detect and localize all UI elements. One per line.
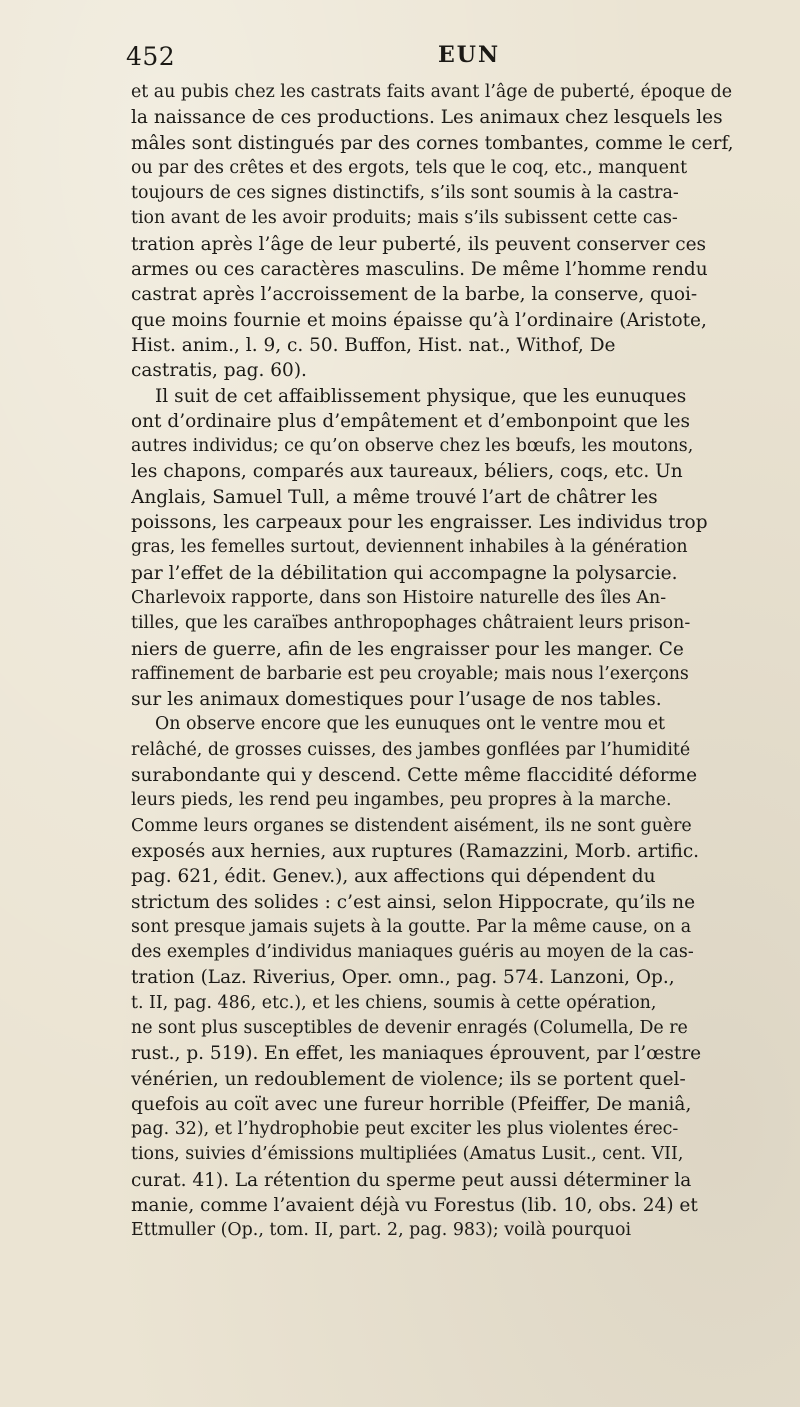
- text-line: Anglais, Samuel Tull, a même trouvé l’art de châtrer les: [131, 486, 658, 508]
- text-line: exposés aux hernies, aux ruptures (Ramazzini, Morb. artific.: [131, 840, 700, 862]
- text-line: par l’effet de la débilitation qui accompagne la polysarcie.: [131, 562, 678, 584]
- text-line: sont presque jamais sujets à la goutte. Par la même cause, on a: [131, 916, 692, 937]
- text-line: tration (Laz. Riverius, Oper. omn., pag. 574. Lanzoni, Op.,: [131, 967, 675, 989]
- paragraph-start: Il suit de cet affaiblissement physique, que les eunuques: [155, 385, 687, 407]
- text-line: gras, les femelles surtout, deviennent inhabiles à la génération: [131, 537, 688, 558]
- text-line: autres individus; ce qu’on observe chez les bœufs, les moutons,: [131, 436, 694, 457]
- text-line: ou par des crêtes et des ergots, tels que le coq, etc., manquent: [131, 157, 688, 178]
- text-line: tilles, que les caraïbes anthropophages châtraient leurs prison-: [131, 613, 691, 634]
- text-line: la naissance de ces productions. Les animaux chez lesquels les: [131, 107, 723, 129]
- text-line: vénérien, un redoublement de violence; ils se portent quel-: [131, 1068, 686, 1090]
- body-text: [131, 80, 771, 1244]
- text-line: que moins fournie et moins épaisse qu’à l’ordinaire (Aristote,: [131, 309, 707, 331]
- text-line: les chapons, comparés aux taureaux, béliers, coqs, etc. Un: [131, 461, 683, 483]
- paragraph-start: On observe encore que les eunuques ont le ventre mou et: [155, 714, 666, 735]
- text-line: mâles sont distingués par des cornes tombantes, comme le cerf,: [131, 132, 734, 154]
- text-line: sur les animaux domestiques pour l’usage de nos tables.: [131, 689, 662, 711]
- text-line: leurs pieds, les rend peu ingambes, peu propres à la marche.: [131, 790, 672, 811]
- text-line: ont d’ordinaire plus d’empâtement et d’embonpoint que les: [131, 410, 691, 432]
- text-line: niers de guerre, afin de les engraisser pour les manger. Ce: [131, 638, 684, 660]
- text-line: Ettmuller (Op., tom. II, part. 2, pag. 983); voilà pourquoi: [131, 1220, 632, 1241]
- text-line: t. II, pag. 486, etc.), et les chiens, soumis à cette opération,: [131, 992, 657, 1013]
- text-line: armes ou ces caractères masculins. De même l’homme rendu: [131, 259, 708, 281]
- text-line: des exemples d’individus maniaques guéris au moyen de la cas-: [131, 942, 694, 963]
- text-line: et au pubis chez les castrats faits avant l’âge de puberté, époque de: [131, 82, 733, 102]
- text-line: manie, comme l’avaient déjà vu Forestus (lib. 10, obs. 24) et: [131, 1195, 698, 1217]
- running-head: EUN: [438, 42, 501, 68]
- text-line: raffinement de barbarie est peu croyable; mais nous l’exerçons: [131, 663, 689, 684]
- text-line: curat. 41). La rétention du sperme peut aussi déterminer la: [131, 1169, 692, 1191]
- text-line: Charlevoix rapporte, dans son Histoire naturelle des îles An-: [131, 587, 667, 608]
- text-line: tion avant de les avoir produits; mais s’ils subissent cette cas-: [131, 208, 678, 229]
- page-header: [126, 42, 770, 72]
- text-line: castrat après l’accroissement de la barbe, la conserve, quoi-: [131, 284, 698, 306]
- text-line: ne sont plus susceptibles de devenir enragés (Columella, De re: [131, 1017, 688, 1038]
- text-line: poissons, les carpeaux pour les engraisser. Les individus trop: [131, 512, 708, 534]
- text-line: Comme leurs organes se distendent aisément, ils ne sont guère: [131, 815, 692, 836]
- text-line: quefois au coït avec une fureur horrible (Pfeiffer, De maniâ,: [131, 1093, 692, 1115]
- text-line: strictum des solides : c’est ainsi, selon Hippocrate, qu’ils ne: [131, 891, 696, 913]
- text-line: tions, suivies d’émissions multipliées (Amatus Lusit., cent. VII,: [131, 1144, 684, 1165]
- text-line: castratis, pag. 60).: [131, 360, 307, 382]
- page-number: 452: [126, 42, 176, 71]
- text-line: toujours de ces signes distinctifs, s’ils sont soumis à la castra-: [131, 183, 679, 204]
- text-line: relâché, de grosses cuisses, des jambes gonflées par l’humidité: [131, 739, 691, 760]
- text-line: surabondante qui y descend. Cette même flaccidité déforme: [131, 765, 698, 787]
- text-line: pag. 621, édit. Genev.), aux affections qui dépendent du: [131, 866, 656, 888]
- text-line: tration après l’âge de leur puberté, ils peuvent conserver ces: [131, 233, 707, 255]
- text-line: Hist. anim., l. 9, c. 50. Buffon, Hist. nat., Withof, De: [131, 334, 616, 356]
- text-line: pag. 32), et l’hydrophobie peut exciter les plus violentes érec-: [131, 1119, 679, 1140]
- text-line: rust., p. 519). En effet, les maniaques éprouvent, par l’œstre: [131, 1043, 702, 1065]
